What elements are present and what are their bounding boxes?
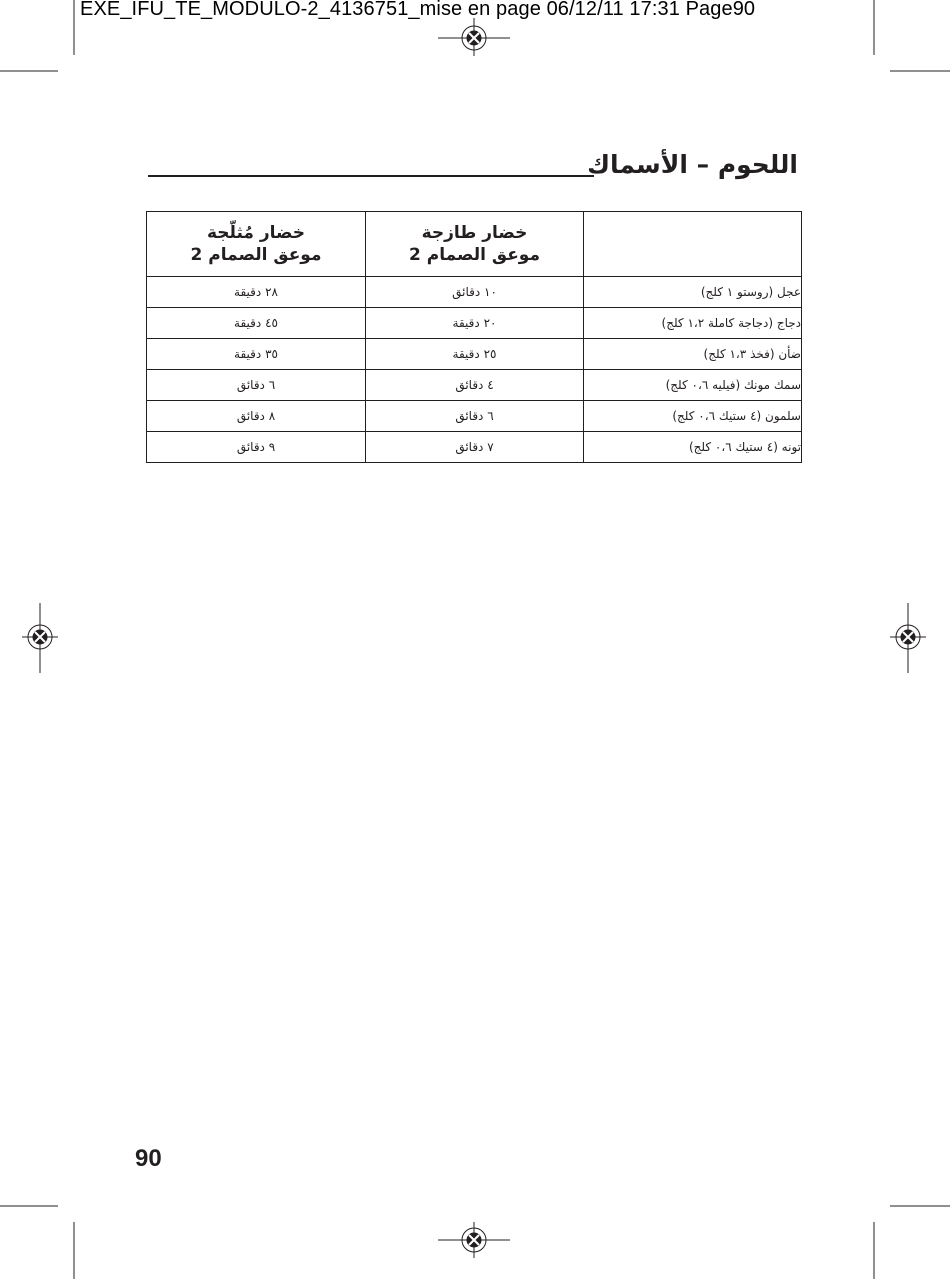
registration-mark-left: [22, 603, 58, 673]
print-slug: EXE_IFU_TE_MODULO-2_4136751_mise en page 06/12/11 17:31 Page90: [80, 0, 756, 20]
fresh-time-cell: ٢٥ دقيقة: [366, 339, 584, 370]
food-cell: عجل (روستو ١ كلج): [584, 277, 802, 308]
table-row: [147, 277, 802, 308]
registration-mark-bottom: [438, 1222, 510, 1258]
fresh-time-cell: ٤ دقائق: [366, 370, 584, 401]
frozen-time-cell: ٩ دقائق: [147, 432, 366, 463]
food-cell: سمك مونك (فيليه ٠،٦ كلج): [584, 370, 802, 401]
food-cell: سلمون (٤ ستيك ٠،٦ كلج): [584, 401, 802, 432]
registration-mark-top: [438, 18, 510, 56]
table-row: [147, 370, 802, 401]
food-cell: تونه (٤ ستيك ٠،٦ كلج): [584, 432, 802, 463]
page-number: 90: [135, 1145, 162, 1172]
header-frozen-line1: خضار مُثلّجة: [206, 223, 306, 243]
fresh-time-cell: ٦ دقائق: [366, 401, 584, 432]
registration-mark-right: [890, 603, 926, 673]
table-row: [147, 339, 802, 370]
frozen-time-cell: ٢٨ دقيقة: [147, 277, 366, 308]
food-cell: دجاج (دجاجة كاملة ١،٢ كلج): [584, 308, 802, 339]
title-rule: [148, 175, 594, 177]
fresh-time-cell: ٢٠ دقيقة: [366, 308, 584, 339]
section-header: [148, 150, 800, 186]
header-fresh-line2: موعق الصمام 2: [408, 245, 540, 265]
header-food: [584, 212, 802, 277]
table-row: [147, 308, 802, 339]
frozen-time-cell: ٤٥ دقيقة: [147, 308, 366, 339]
table-header-row: [147, 212, 802, 277]
section-title: اللحوم – الأسماك: [587, 150, 798, 179]
frozen-time-cell: ٨ دقائق: [147, 401, 366, 432]
header-frozen: [147, 212, 366, 277]
table-row: [147, 401, 802, 432]
header-fresh: [366, 212, 584, 277]
frozen-time-cell: ٦ دقائق: [147, 370, 366, 401]
header-frozen-line2: موعق الصمام 2: [190, 245, 322, 265]
header-fresh-line1: خضار طازجة: [421, 223, 528, 243]
fresh-time-cell: ١٠ دقائق: [366, 277, 584, 308]
cooking-times-table: [146, 211, 802, 463]
frozen-time-cell: ٣٥ دقيقة: [147, 339, 366, 370]
food-cell: ضأن (فخذ ١،٣ كلج): [584, 339, 802, 370]
table-row: [147, 432, 802, 463]
fresh-time-cell: ٧ دقائق: [366, 432, 584, 463]
